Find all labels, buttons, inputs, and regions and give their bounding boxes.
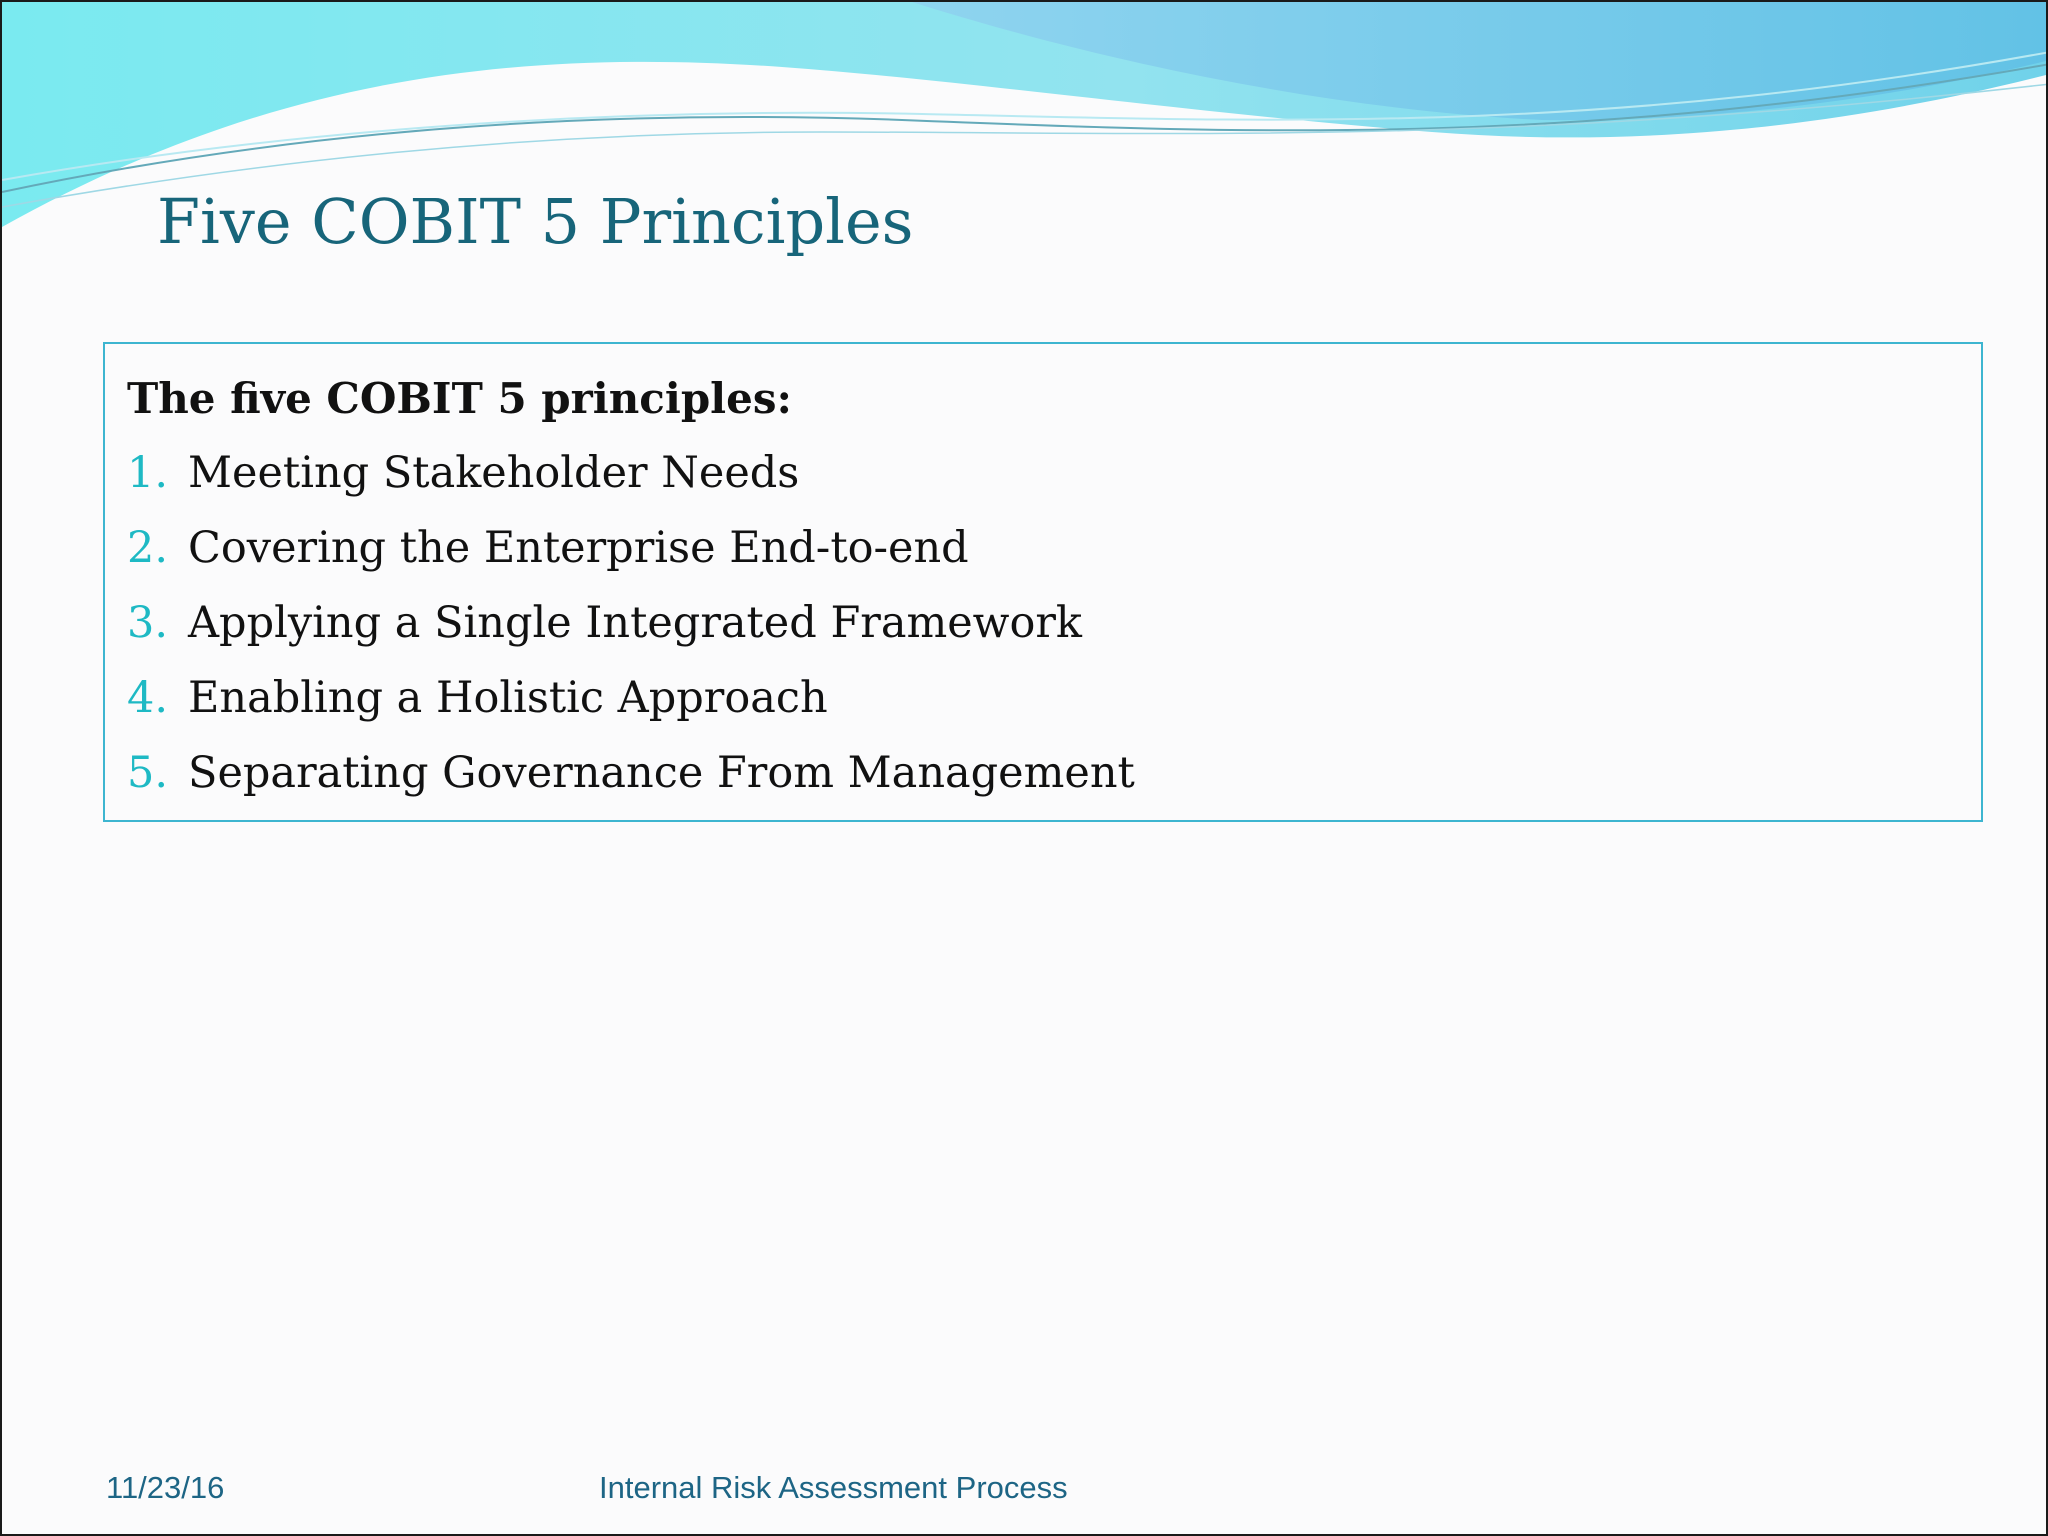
principle-number: 2.	[127, 523, 169, 573]
principle-list-item	[127, 736, 1959, 811]
principle-number: 4.	[127, 673, 169, 723]
principle-text: Meeting Stakeholder Needs	[188, 448, 800, 498]
principle-number: 5.	[127, 748, 169, 798]
principle-list-item	[127, 586, 1959, 661]
principles-introduction: The five COBIT 5 principles:	[127, 374, 793, 423]
principle-number: 3.	[127, 598, 169, 648]
principle-text: Separating Governance From Management	[188, 748, 1135, 798]
principle-list-item	[127, 661, 1959, 736]
principles-content-box	[103, 342, 1983, 822]
principle-text: Enabling a Holistic Approach	[188, 673, 828, 723]
slide-title: Five COBIT 5 Principles	[157, 185, 914, 258]
principle-list-item	[127, 436, 1959, 511]
principle-text: Applying a Single Integrated Framework	[188, 598, 1082, 648]
principles-list	[127, 436, 1959, 811]
principle-text: Covering the Enterprise End-to-end	[188, 523, 969, 573]
footer-title: Internal Risk Assessment Process	[599, 1470, 1068, 1505]
principle-number: 1.	[127, 448, 169, 498]
principle-list-item	[127, 511, 1959, 586]
footer-date: 11/23/16	[106, 1470, 225, 1505]
